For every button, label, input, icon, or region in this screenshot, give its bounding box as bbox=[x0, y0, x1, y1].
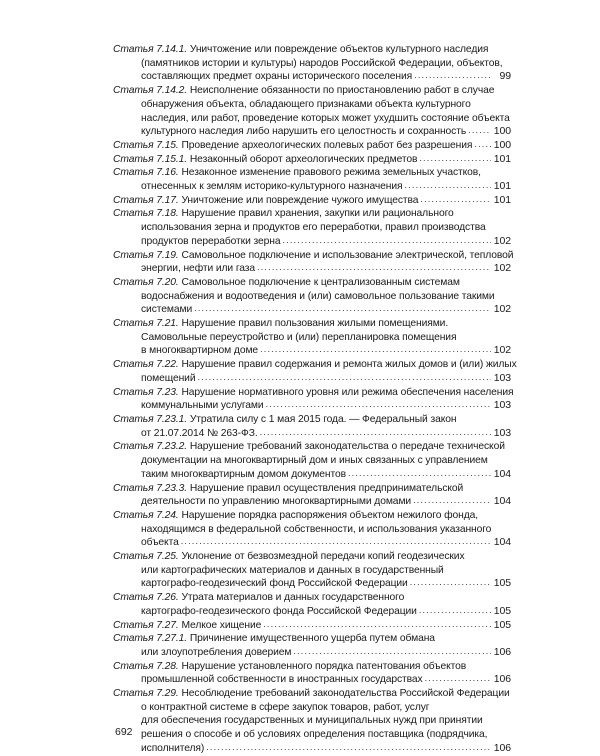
toc-entry-text-wrap bbox=[141, 303, 192, 317]
toc-entry-line bbox=[113, 344, 511, 358]
toc-entry-label: Статья 7.23.3. bbox=[113, 482, 188, 494]
toc-entry-line bbox=[113, 153, 511, 167]
toc-entry-text-wrap bbox=[113, 208, 454, 219]
toc-entry-label: Статья 7.15. bbox=[113, 139, 179, 151]
toc-entry-line bbox=[113, 139, 511, 153]
dot-leader bbox=[425, 673, 491, 687]
toc-entry-page: 103 bbox=[493, 371, 511, 384]
toc-entry-text: (памятников истории и культуры) народов Российской Федерации, объектов, bbox=[141, 57, 503, 69]
toc-entry-line bbox=[113, 303, 511, 317]
dot-leader bbox=[410, 577, 491, 591]
dot-leader bbox=[260, 344, 491, 358]
toc-entry-text-wrap bbox=[141, 222, 486, 233]
toc-entry-text: Проведение археологических полевых работ без разрешения bbox=[181, 139, 473, 151]
toc-entry-label: Статья 7.29. bbox=[113, 688, 179, 700]
toc-entry-label: Статья 7.16. bbox=[113, 167, 179, 179]
toc-entry bbox=[113, 43, 511, 84]
toc-entry-text-wrap bbox=[113, 167, 481, 178]
toc-entry-text: отнесенных к землям историко-культурного назначения bbox=[141, 181, 403, 193]
toc-entry-label: Статья 7.23.2. bbox=[113, 441, 188, 453]
toc-entry-text-wrap bbox=[141, 125, 466, 139]
toc-entry-text: для обеспечения государственных и муниципальных нужд при принятии bbox=[141, 715, 483, 727]
toc-entry-text-wrap bbox=[141, 372, 195, 386]
toc-entry-text: Незаконный оборот археологических предметов bbox=[189, 153, 418, 165]
toc-entry-line bbox=[113, 495, 511, 509]
toc-entry-text-wrap bbox=[141, 113, 510, 124]
toc-entry-text: Нарушение нормативного уровня или режима обеспечения населения bbox=[181, 386, 514, 398]
toc-entry-line bbox=[113, 276, 511, 290]
toc-entry-line bbox=[113, 619, 511, 633]
toc-entry-text-wrap bbox=[113, 414, 456, 425]
toc-entry-line bbox=[113, 331, 511, 345]
toc-entry-page: 100 bbox=[493, 125, 511, 138]
toc-entry-line bbox=[113, 358, 517, 372]
toc-entry-label: Статья 7.14.2. bbox=[113, 85, 188, 97]
toc-entry-page: 106 bbox=[493, 673, 511, 686]
toc-entry-text-wrap bbox=[113, 85, 494, 96]
toc-entry-line bbox=[113, 249, 514, 263]
toc-entry-text-wrap bbox=[113, 194, 418, 208]
toc-entry-line bbox=[113, 687, 511, 701]
toc-entry-text-wrap bbox=[141, 262, 255, 276]
toc-entry bbox=[113, 194, 511, 208]
toc-entry-line bbox=[113, 673, 511, 687]
toc-entry-text-wrap bbox=[141, 70, 412, 84]
toc-entry-text-wrap bbox=[141, 180, 403, 194]
dot-leader bbox=[293, 646, 491, 660]
toc-entry bbox=[113, 207, 511, 248]
toc-entry-line bbox=[113, 290, 511, 304]
toc-entry-label: Статья 7.18. bbox=[113, 208, 179, 220]
toc-entry-line bbox=[113, 482, 511, 496]
dot-leader bbox=[413, 495, 491, 509]
toc-entry-line bbox=[113, 317, 511, 331]
toc-entry bbox=[113, 249, 514, 276]
toc-entry-page: 103 bbox=[493, 399, 511, 412]
toc-entry-line bbox=[113, 632, 511, 646]
dot-leader bbox=[257, 262, 491, 276]
toc-entry-line bbox=[113, 536, 511, 550]
toc-entry-text-wrap bbox=[141, 673, 423, 687]
toc-entry-text: использования зерна и продуктов его переработки, правил производства bbox=[141, 222, 486, 234]
toc-entry-text: Самовольные переустройство и (или) перепланировка помещения bbox=[141, 331, 457, 343]
toc-entry-label: Статья 7.24. bbox=[113, 509, 179, 521]
toc-entry bbox=[113, 550, 511, 591]
toc-entry-text: коммунальными услугами bbox=[141, 400, 264, 412]
toc-entry-line bbox=[113, 112, 511, 126]
toc-entry-label: Статья 7.14.1. bbox=[113, 44, 188, 55]
toc-entry-page: 102 bbox=[493, 344, 511, 357]
dot-leader bbox=[181, 536, 491, 550]
toc-entry-label: Статья 7.20. bbox=[113, 276, 179, 288]
toc-entry-line bbox=[113, 440, 511, 454]
toc-entry-text-wrap bbox=[141, 536, 179, 550]
page-number: 692 bbox=[115, 726, 133, 738]
toc-entry-text: в многоквартирном доме bbox=[141, 345, 259, 357]
toc-entry bbox=[113, 619, 511, 633]
toc-entry-line bbox=[113, 207, 511, 221]
toc-entry-text-wrap bbox=[141, 577, 408, 591]
toc-entry bbox=[113, 139, 511, 153]
toc-entry-text-wrap bbox=[141, 427, 258, 441]
toc-entry-text: Самовольное подключение к централизованным системам bbox=[181, 276, 460, 288]
toc-entry-label: Статья 7.21. bbox=[113, 318, 179, 330]
toc-entry-text: Нарушение правил осуществления предпринимательской bbox=[189, 482, 464, 494]
toc-entry-text: Утратила силу с 1 мая 2015 года. — Федеральный закон bbox=[189, 413, 457, 425]
toc-entry-page: 101 bbox=[493, 152, 511, 165]
toc-entry-text-wrap bbox=[141, 468, 346, 482]
toc-entry-text: от 21.07.2014 № 263-ФЗ. bbox=[141, 427, 258, 439]
toc-entry-page: 105 bbox=[493, 604, 511, 617]
toc-entry-line bbox=[113, 43, 511, 57]
dot-leader bbox=[348, 468, 491, 482]
toc-entry-label: Статья 7.23.1. bbox=[113, 413, 188, 425]
toc-entry-label: Статья 7.15.1. bbox=[113, 153, 188, 165]
toc-entry-text: продуктов переработки зерна bbox=[141, 235, 281, 247]
toc-entry-line bbox=[113, 454, 511, 468]
toc-entry-page: 100 bbox=[493, 138, 511, 151]
toc-entry-label: Статья 7.23. bbox=[113, 386, 179, 398]
toc-entry-page: 103 bbox=[493, 426, 511, 439]
toc-entry-text-wrap bbox=[141, 495, 411, 509]
toc-entry-text-wrap bbox=[113, 551, 465, 562]
toc-entry-text-wrap bbox=[113, 277, 460, 288]
toc-entry-text: объекта bbox=[141, 537, 179, 549]
toc-entry-text-wrap bbox=[113, 661, 466, 672]
toc-entry-text: Уничтожение или повреждение чужого имущества bbox=[181, 194, 419, 206]
toc-entry-line bbox=[113, 714, 511, 728]
toc-entry-text: Нарушение правил содержания и ремонта жилых домов и (или) жилых bbox=[181, 359, 517, 371]
toc-entry-line bbox=[113, 84, 511, 98]
dot-leader bbox=[266, 399, 491, 413]
toc-entry-text: Нарушение требований законодательства о передаче технической bbox=[189, 441, 505, 453]
dot-leader bbox=[420, 194, 491, 208]
toc-entry-page: 104 bbox=[493, 467, 511, 480]
toc-entry-text-wrap bbox=[141, 524, 491, 535]
toc-entry-page: 105 bbox=[493, 577, 511, 590]
toc-entry-line bbox=[113, 221, 511, 235]
toc-entry-text: Уничтожение или повреждение объектов культурного наследия bbox=[189, 44, 489, 55]
toc-entry bbox=[113, 509, 511, 550]
toc-entry-text-wrap bbox=[113, 139, 472, 153]
toc-entry-page: 106 bbox=[493, 645, 511, 658]
toc-entry-page: 102 bbox=[493, 262, 511, 275]
toc-entry bbox=[113, 440, 511, 481]
toc-entry-line bbox=[113, 577, 511, 591]
toc-entry-line bbox=[113, 98, 511, 112]
toc-entry-text-wrap bbox=[113, 44, 488, 55]
toc-entry bbox=[113, 386, 514, 413]
toc-entry-text: наследия, или работ, проведение которых может ухудшить состояние объекта bbox=[141, 112, 510, 124]
toc-entry-page: 104 bbox=[493, 536, 511, 549]
toc-entry bbox=[113, 482, 511, 509]
toc-entry-text: помещений bbox=[141, 372, 196, 384]
dot-leader bbox=[206, 742, 491, 756]
toc-entry-text-wrap bbox=[113, 250, 513, 261]
toc-entry bbox=[113, 413, 511, 440]
toc-entry-page: 106 bbox=[493, 741, 511, 754]
toc-entry-line bbox=[113, 166, 511, 180]
toc-entry-text: Самовольное подключение и использование электрической, тепловой bbox=[181, 249, 514, 261]
toc-entry-line bbox=[113, 427, 511, 441]
toc-entry-text: картографо-геодезический фонд Российской Федерации bbox=[141, 578, 408, 590]
toc-entry-text-wrap bbox=[141, 729, 487, 740]
dot-leader bbox=[405, 180, 491, 194]
toc-entry-text: культурного наследия либо нарушить его целостность и сохранность bbox=[141, 126, 467, 138]
toc-entry-line bbox=[113, 413, 511, 427]
toc-entry-label: Статья 7.17. bbox=[113, 194, 179, 206]
toc-entry-line bbox=[113, 399, 511, 413]
toc-entry-line bbox=[113, 125, 511, 139]
toc-entry-line bbox=[113, 742, 511, 756]
toc-entry-text-wrap bbox=[141, 99, 471, 110]
toc-entry-line bbox=[113, 57, 511, 71]
toc-entry-label: Статья 7.28. bbox=[113, 660, 179, 672]
toc-entry bbox=[113, 276, 511, 317]
toc-entry bbox=[113, 84, 511, 139]
dot-leader bbox=[414, 70, 491, 84]
toc-entry-text-wrap bbox=[113, 619, 261, 633]
toc-entry-text: Незаконное изменение правового режима земельных участков, bbox=[181, 167, 481, 179]
toc-entry-text-wrap bbox=[141, 702, 429, 713]
toc-entry-text: системами bbox=[141, 304, 193, 316]
toc-entry-text: находящимся в федеральной собственности, и использования указанного bbox=[141, 523, 492, 535]
toc-entry-label: Статья 7.22. bbox=[113, 359, 179, 371]
toc-entry-line bbox=[113, 701, 511, 715]
toc-entry-text: картографо-геодезического фонда Российской Федерации bbox=[141, 605, 417, 617]
toc-entry-text-wrap bbox=[141, 399, 264, 413]
toc-entry-line bbox=[113, 70, 511, 84]
table-of-contents bbox=[113, 43, 517, 756]
toc-entry-page: 104 bbox=[493, 495, 511, 508]
toc-entry-text-wrap bbox=[113, 633, 435, 644]
toc-entry-text: Нарушение правил хранения, закупки или рационального bbox=[181, 208, 454, 220]
toc-entry-line bbox=[113, 591, 511, 605]
toc-entry-text: Нарушение порядка распоряжения объектом нежилого фонда, bbox=[181, 509, 479, 521]
toc-entry-page: 102 bbox=[493, 303, 511, 316]
dot-leader bbox=[474, 139, 491, 153]
toc-entry-line bbox=[113, 509, 511, 523]
toc-entry-line bbox=[113, 468, 511, 482]
toc-entry-text-wrap bbox=[113, 441, 505, 452]
toc-entry-text: документации на многоквартирный дом и иных связанных с управлением bbox=[141, 455, 488, 467]
toc-entry-text: исполнителя) bbox=[141, 742, 205, 754]
toc-entry bbox=[113, 632, 511, 659]
toc-entry-text: составляющих предмет охраны исторического поселения bbox=[141, 71, 413, 83]
toc-entry-line bbox=[113, 728, 511, 742]
toc-entry-text: Утрата материалов и данных государственного bbox=[181, 592, 405, 604]
toc-entry bbox=[113, 687, 511, 756]
toc-entry-text-wrap bbox=[113, 592, 404, 603]
toc-entry-line bbox=[113, 605, 511, 619]
toc-entry-text: Неисполнение обязанности по приостановлению работ в случае bbox=[189, 85, 495, 97]
toc-entry-line bbox=[113, 386, 514, 400]
toc-entry-text: водоснабжения и водоотведения и (или) самовольное пользование такими bbox=[141, 290, 495, 302]
toc-entry-line bbox=[113, 660, 511, 674]
toc-entry-text: Мелкое хищение bbox=[181, 619, 262, 631]
toc-entry bbox=[113, 358, 517, 385]
toc-entry-label: Статья 7.27.1. bbox=[113, 633, 188, 645]
dot-leader bbox=[263, 619, 491, 633]
dot-leader bbox=[260, 427, 491, 441]
toc-entry-text-wrap bbox=[141, 605, 417, 619]
toc-entry-text-wrap bbox=[141, 455, 488, 466]
toc-entry-text-wrap bbox=[141, 565, 444, 576]
toc-entry-text-wrap bbox=[113, 387, 513, 398]
toc-entry bbox=[113, 166, 511, 193]
toc-entry-line bbox=[113, 564, 511, 578]
toc-entry-label: Статья 7.26. bbox=[113, 592, 179, 604]
dot-leader bbox=[468, 125, 491, 139]
toc-entry-text-wrap bbox=[113, 318, 448, 329]
toc-entry-line bbox=[113, 262, 511, 276]
toc-entry-text: Нарушение правил пользования жилыми помещениями. bbox=[181, 318, 449, 330]
toc-entry-text-wrap bbox=[141, 58, 503, 69]
toc-entry-text-wrap bbox=[113, 688, 510, 699]
toc-entry-text: или картографических материалов и данных в государственный bbox=[141, 564, 444, 576]
toc-entry-text-wrap bbox=[141, 646, 291, 660]
toc-entry-text: Нарушение установленного порядка патентования объектов bbox=[181, 660, 467, 672]
toc-entry bbox=[113, 153, 511, 167]
toc-entry-label: Статья 7.27. bbox=[113, 619, 179, 631]
toc-entry-text: Несоблюдение требований законодательства Российской Федерации bbox=[181, 688, 510, 700]
toc-entry-text: промышленной собственности в иностранных государствах bbox=[141, 674, 423, 686]
toc-entry-text: решения о способе и об условиях определения поставщика (подрядчика, bbox=[141, 729, 488, 741]
toc-entry-text-wrap bbox=[141, 291, 495, 302]
toc-entry-text: Уклонение от безвозмездной передачи копий геодезических bbox=[181, 551, 465, 563]
toc-entry-page: 105 bbox=[493, 618, 511, 631]
toc-entry-text-wrap bbox=[113, 510, 478, 521]
toc-entry-text-wrap bbox=[141, 715, 483, 726]
toc-entry-text-wrap bbox=[141, 742, 204, 756]
toc-entry-text-wrap bbox=[113, 483, 463, 494]
toc-entry-line bbox=[113, 646, 511, 660]
dot-leader bbox=[419, 153, 491, 167]
toc-entry-text-wrap bbox=[141, 344, 258, 358]
toc-entry-text-wrap bbox=[113, 153, 417, 167]
toc-entry-text: или злоупотребления доверием bbox=[141, 646, 292, 658]
toc-entry-text: энергии, нефти или газа bbox=[141, 263, 256, 275]
toc-entry-label: Статья 7.25. bbox=[113, 551, 179, 563]
toc-entry-text-wrap bbox=[141, 332, 456, 343]
toc-entry-page: 101 bbox=[493, 193, 511, 206]
dot-leader bbox=[282, 235, 491, 249]
toc-entry-text-wrap bbox=[113, 359, 517, 370]
toc-entry-text: о контрактной системе в сфере закупок товаров, работ, услуг bbox=[141, 701, 430, 713]
dot-leader bbox=[197, 372, 491, 386]
toc-entry-line bbox=[113, 194, 511, 208]
toc-entry-text: Причинение имущественного ущерба путем обмана bbox=[189, 633, 435, 645]
dot-leader bbox=[419, 605, 491, 619]
dot-leader bbox=[194, 303, 491, 317]
toc-entry-page: 99 bbox=[499, 70, 511, 83]
toc-entry-line bbox=[113, 550, 511, 564]
toc-entry-line bbox=[113, 235, 511, 249]
toc-entry-line bbox=[113, 372, 511, 386]
toc-entry-text: обнаружения объекта, обладающего признаками объекта культурного bbox=[141, 98, 471, 110]
toc-entry bbox=[113, 317, 511, 358]
toc-entry-text: деятельности по управлению многоквартирными домами bbox=[141, 496, 412, 508]
toc-entry-text-wrap bbox=[141, 235, 280, 249]
toc-entry-line bbox=[113, 523, 511, 537]
toc-entry bbox=[113, 591, 511, 618]
toc-entry-page: 102 bbox=[493, 234, 511, 247]
toc-entry-page: 101 bbox=[493, 180, 511, 193]
toc-entry-label: Статья 7.19. bbox=[113, 249, 179, 261]
toc-entry-text: таким многоквартирным домом документов bbox=[141, 468, 346, 480]
toc-entry-line bbox=[113, 180, 511, 194]
toc-entry bbox=[113, 660, 511, 687]
